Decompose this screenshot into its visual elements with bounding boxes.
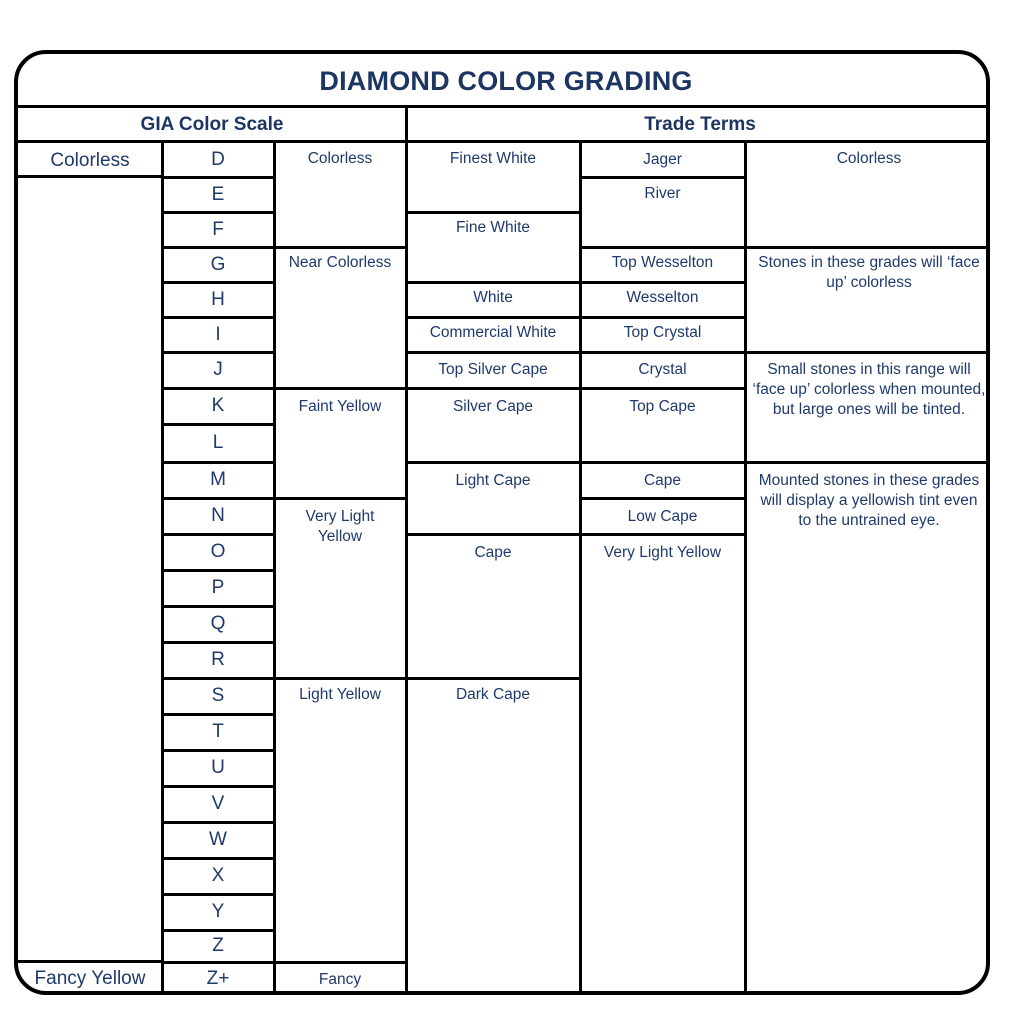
h-line: [162, 497, 274, 500]
gia-faint-yellow: Faint Yellow: [298, 398, 382, 415]
v-line: [579, 141, 582, 995]
h-line: [162, 387, 274, 390]
grade-o: O: [210, 541, 226, 562]
h-line: [580, 281, 745, 284]
h-line: [580, 246, 745, 249]
trade-silver-cape: Silver Cape: [452, 398, 534, 415]
grade-s: S: [211, 685, 225, 706]
gia-light-yellow: Light Yellow: [299, 686, 381, 703]
grade-h: H: [211, 288, 225, 310]
grade-y: Y: [211, 901, 225, 922]
grade-w: W: [209, 829, 227, 850]
trade-dark-cape: Dark Cape: [455, 686, 531, 703]
note-small-stones: Small stones in this range will ‘face up’ colorless when mounted, but large ones will be tinted.: [752, 361, 986, 418]
h-line: [162, 929, 274, 932]
h-line: [162, 211, 274, 214]
header-trade-terms: Trade Terms: [644, 114, 756, 135]
h-line: [162, 351, 274, 354]
trade-commercial-white: Commercial White: [429, 324, 557, 341]
h-line: [745, 461, 990, 464]
gia-trade-divider: [405, 106, 408, 995]
h-line: [745, 351, 990, 354]
h-line: [162, 176, 274, 179]
title-divider: [18, 105, 990, 108]
h-line: [274, 387, 406, 390]
h-line: [162, 569, 274, 572]
trade-low-cape: Low Cape: [627, 508, 698, 525]
trade-top-silver-cape: Top Silver Cape: [438, 361, 548, 378]
gia-very-light-yellow: Very Light Yellow: [305, 508, 375, 545]
trade-river: River: [644, 185, 681, 202]
category-colorless: Colorless: [50, 150, 130, 171]
h-line: [580, 461, 745, 464]
v-line: [273, 141, 276, 995]
h-line: [580, 533, 745, 536]
color-grading-table: [14, 50, 990, 995]
h-line: [162, 281, 274, 284]
grade-e: E: [211, 183, 225, 205]
note-colorless: Colorless: [836, 150, 902, 167]
trade-cape-2: Cape: [643, 472, 682, 489]
h-line: [162, 533, 274, 536]
grade-l: L: [212, 432, 224, 453]
grade-p: P: [211, 577, 225, 598]
h-line: [580, 497, 745, 500]
gia-colorless: Colorless: [307, 150, 373, 167]
grade-k: K: [211, 395, 225, 416]
trade-wesselton: Wesselton: [626, 289, 699, 306]
grade-r: R: [211, 649, 225, 670]
h-line: [162, 821, 274, 824]
h-line: [162, 423, 274, 426]
trade-crystal: Crystal: [638, 361, 687, 378]
h-line: [162, 713, 274, 716]
h-line: [162, 316, 274, 319]
h-line: [580, 351, 745, 354]
grade-q: Q: [210, 613, 226, 634]
trade-top-cape: Top Cape: [629, 398, 696, 415]
h-line: [406, 316, 580, 319]
grade-z: Z: [212, 935, 224, 956]
h-line: [274, 497, 406, 500]
h-line: [406, 211, 580, 214]
h-line: [406, 533, 580, 536]
colorless-divider: [18, 175, 162, 178]
grade-t: T: [212, 721, 224, 742]
h-line: [162, 641, 274, 644]
grade-n: N: [211, 505, 225, 526]
trade-top-crystal: Top Crystal: [623, 324, 702, 341]
trade-top-wesselton: Top Wesselton: [611, 254, 714, 271]
h-line: [580, 316, 745, 319]
v-line: [161, 141, 164, 995]
h-line: [162, 961, 274, 964]
trade-light-cape: Light Cape: [455, 472, 531, 489]
h-line: [406, 677, 580, 680]
grade-j: J: [213, 359, 223, 380]
grade-x: X: [211, 865, 225, 886]
grade-m: M: [210, 469, 226, 490]
h-line: [162, 785, 274, 788]
header-gia-color-scale: GIA Color Scale: [140, 114, 284, 135]
h-line: [162, 749, 274, 752]
gia-fancy: Fancy: [318, 971, 362, 988]
h-line: [162, 857, 274, 860]
v-line: [744, 141, 747, 995]
h-line: [580, 176, 745, 179]
note-face-up: Stones in these grades will ‘face up’ colorless: [758, 254, 980, 291]
grade-g: G: [210, 253, 226, 275]
h-line: [162, 605, 274, 608]
grade-f: F: [212, 218, 224, 240]
h-line: [162, 246, 274, 249]
h-line: [406, 351, 580, 354]
gia-near-colorless: Near Colorless: [288, 254, 392, 271]
grade-d: D: [211, 148, 225, 170]
grade-i: I: [215, 323, 221, 345]
h-line: [162, 461, 274, 464]
h-line: [162, 893, 274, 896]
h-line: [406, 387, 580, 390]
trade-finest-white: Finest White: [449, 150, 537, 167]
trade-white: White: [473, 289, 513, 306]
h-line: [162, 677, 274, 680]
h-line: [274, 246, 406, 249]
h-line: [274, 677, 406, 680]
h-line: [406, 281, 580, 284]
h-line: [580, 387, 745, 390]
trade-fine-white: Fine White: [455, 219, 531, 236]
category-fancy-yellow: Fancy Yellow: [34, 968, 146, 989]
trade-jager: Jager: [643, 151, 682, 168]
grade-z-plus: Z+: [206, 968, 230, 989]
grade-u: U: [211, 757, 225, 778]
grade-v: V: [211, 793, 225, 814]
note-mounted: Mounted stones in these grades will display a yellowish tint even to the untrained eye.: [758, 472, 980, 529]
h-line: [274, 961, 406, 964]
table-title: DIAMOND COLOR GRADING: [319, 66, 693, 96]
trade-very-light-yellow: Very Light Yellow: [603, 544, 722, 561]
fancy-divider: [18, 960, 162, 963]
h-line: [745, 246, 990, 249]
h-line: [406, 461, 580, 464]
trade-cape-1: Cape: [474, 544, 512, 561]
